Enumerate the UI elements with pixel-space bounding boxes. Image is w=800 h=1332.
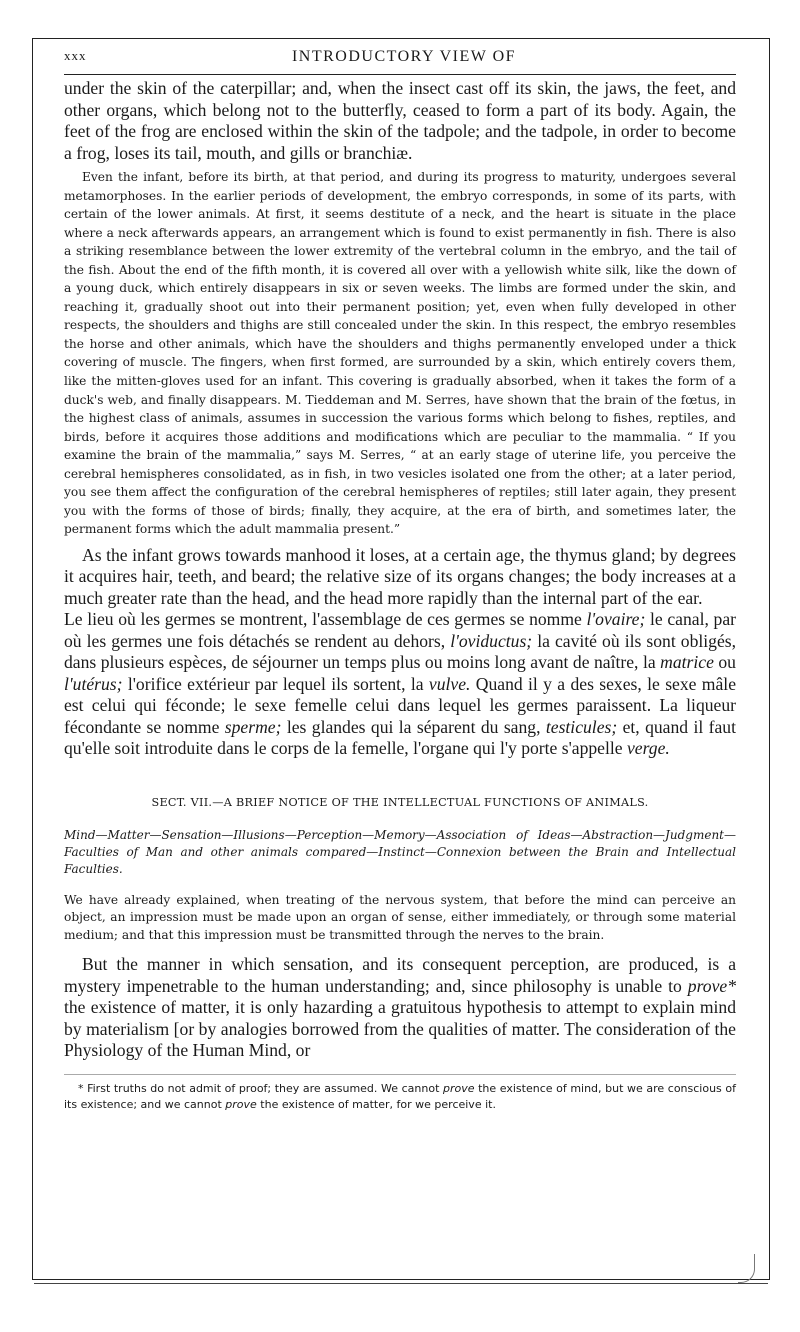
footnote-rule <box>64 1074 736 1075</box>
section-summary: Mind—Matter—Sensation—Illusions—Perception—Memory—Association of Ideas—Abstraction—Judgment—Faculties of Man and other animals compared—Instinct—Connexion between the Brain and Intellectual Faculties. <box>64 827 736 876</box>
header-rule <box>64 74 736 75</box>
footnote: * First truths do not admit of proof; they are assumed. We cannot prove the existence of mind, but we are conscious of its existence; and we cannot prove the existence of matter, for we perceive it. <box>64 1081 736 1112</box>
paragraph-sensation-mystery: But the manner in which sensation, and its consequent perception, are produced, is a mystery impenetrable to the human understanding; and, since philosophy is unable to prove* the existence of matter, it is only hazarding a gratuitous hypothesis to attempt to explain mind by materialism [or by analogies borrowed from the qualities of matter. The consideration of the Physiology of the Human Mind, or <box>64 954 736 1061</box>
page-body <box>64 78 736 1114</box>
paragraph-french-germes: Le lieu où les germes se montrent, l'assemblage de ces germes se nomme l'ovaire; le canal, par où les germes une fois détachés se rendent au dehors, l'oviductus; la cavité où ils sont obligés, dans plusieurs espèces, de séjourner un temps plus ou moins long avant de naître, la matrice ou l'utérus; l'orifice extérieur par lequel ils sortent, la vulve. Quand il y a des sexes, le sexe mâle est celui qui féconde; le sexe femelle celui dans lequel les germes paraissent. La liqueur fécondante se nomme sperme; les glandes qui la séparent du sang, testicules; et, quand il faut qu'elle soit introduite dans le corps de la femelle, l'organe qui l'y porte s'appelle verge. <box>64 609 737 759</box>
page-number: xxx <box>64 48 87 63</box>
running-head: INTRODUCTORY VIEW OF <box>291 48 517 65</box>
section-title: SECT. VII.—A BRIEF NOTICE OF THE INTELLECTUAL FUNCTIONS OF ANIMALS. <box>151 795 649 809</box>
paragraph-infant-metamorphoses: Even the infant, before its birth, at that period, and during its progress to maturity, undergoes several metamorphoses. In the earlier periods of development, the embryo corresponds, in some of its parts, with certain of the lower animals. At first, it seems destitute of a neck, and the heart is situate in the place where a neck afterwards appears, an arrangement which is found to exist permanently in fish. There is also a striking resemblance between the lower extremity of the vertebral column in the embryo, and the tail of the fish. About the end of the fifth month, it is covered all over with a yellowish white silk, like the down of a young duck, which entirely disappears in six or seven weeks. The limbs are formed under the skin, and reaching it, gradually shoot out into their permanent position; yet, even when fully developed in other respects, the shoulders and thighs are still concealed under the skin. In this respect, the embryo resembles the horse and other animals, which have the shoulders and thighs permanently enveloped under a thick covering of muscle. The fingers, when first formed, are surrounded by a skin, which entirely covers them, like the mitten-gloves used for an infant. This covering is gradually absorbed, when it takes the form of a duck's web, and finally disappears. M. Tieddeman and M. Serres, have shown that the brain of the fœtus, in the highest class of animals, assumes in succession the various forms which belong to fishes, reptiles, and birds, before it acquires those additions and modifications which are peculiar to the mammalia. “ If you examine the brain of the mammalia,” says M. Serres, “ at an early stage of uterine life, you perceive the cerebral hemispheres consolidated, as in fish, in two vesicles isolated one from the other; at a later period, you see them affect the configuration of the cerebral hemispheres of reptiles; still later again, they present you with the forms of those of birds; finally, they acquire, at the era of birth, and sometimes later, the permanent forms which the adult mammalia present.” <box>64 170 736 537</box>
paragraph-caterpillar: under the skin of the caterpillar; and, when the insect cast off its skin, the jaws, the feet, and other organs, which belong not to the butterfly, ceased to form a part of its body. Again, the feet of the frog are enclosed within the skin of the tadpole; and the tadpole, in order to become a frog, loses its tail, mouth, and gills or branchiæ. <box>64 78 736 163</box>
page-header <box>64 48 744 70</box>
paragraph-nervous-system: We have already explained, when treating of the nervous system, that before the mind can perceive an object, an impression must be made upon an organ of sense, either immediately, or through some material medium; and that this impression must be transmitted through the nerves to the brain. <box>64 892 736 942</box>
paragraph-infant-manhood: As the infant grows towards manhood it loses, at a certain age, the thymus gland; by degrees it acquires hair, teeth, and beard; the relative size of its organs changes; the body increases at a much greater rate than the head, and the head more rapidly than the internal part of the ear. <box>64 544 736 608</box>
page-border-bottom <box>34 1283 768 1284</box>
